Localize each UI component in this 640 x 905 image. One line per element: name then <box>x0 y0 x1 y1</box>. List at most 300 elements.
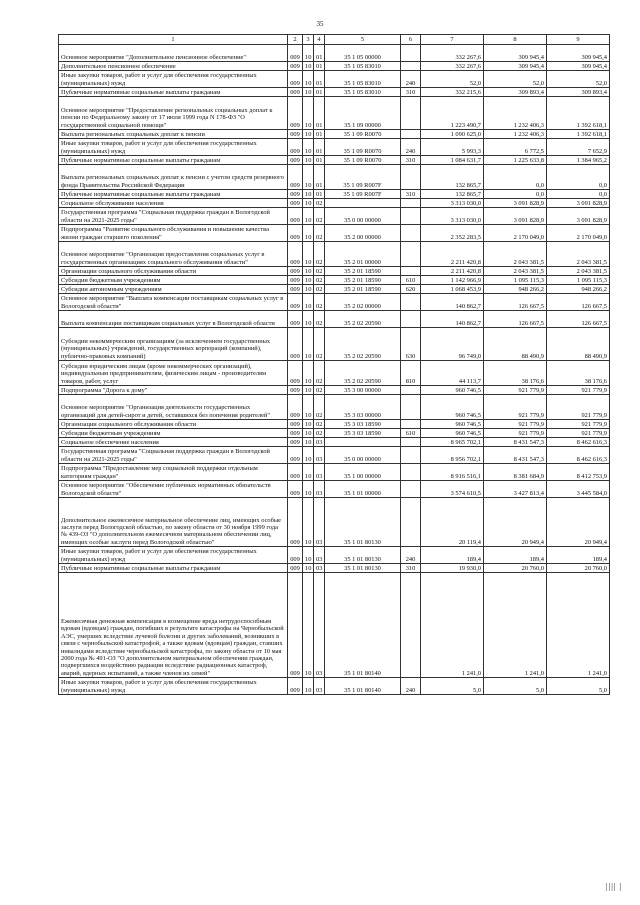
col-8-cell: 921 779,9 <box>484 386 547 395</box>
col-3-cell: 10 <box>303 328 314 361</box>
col-6-cell <box>401 311 421 328</box>
col-6-cell <box>401 165 421 190</box>
row-name-cell: Выплата компенсации поставщикам социальных услуг в Вологодской области <box>59 311 288 328</box>
table-row <box>59 547 610 564</box>
col-2-cell: 009 <box>288 464 303 481</box>
col-2-cell: 009 <box>288 328 303 361</box>
col-3-cell: 10 <box>303 208 314 225</box>
col-5-cell: 35 1 09 00000 <box>325 97 401 130</box>
col-4-cell: 02 <box>314 429 325 438</box>
row-name-cell: Субсидии бюджетным учреждениям <box>59 429 288 438</box>
col-5-cell: 35 1 00 00000 <box>325 464 401 481</box>
col-7-cell: 1 142 966,9 <box>421 276 484 285</box>
col-7-cell: 2 211 420,8 <box>421 267 484 276</box>
col-7-cell: 1 084 631,7 <box>421 156 484 165</box>
row-name-cell: Публичные нормативные социальные выплаты гражданам <box>59 88 288 97</box>
col-5-cell: 35 0 00 00000 <box>325 447 401 464</box>
column-header: 7 <box>421 35 484 45</box>
row-name-cell: Ежемесячная денежная компенсация в возмещение вреда нетрудоспособным вдовам (вдовцам) граждан, погибших в результате катастрофы на Чернобыльской АЭС, умерших вследствие лучевой болезни и других заболеваний, возникших в связи с чернобыльской катастрофой, а также вдовам (вдовцам) граждан, ставших инвалидами вследствие чернобыльской катастрофы, по закону области от 10 мая 2000 года № 491-ОЗ "О дополнительном материальном обеспечении граждан, подвергшихся воздействию радиации вследствие радиационных катастроф, аварий, ядерных испытаний, а также членов их семей" <box>59 573 288 678</box>
row-name-cell: Выплата региональных социальных доплат к пенсии <box>59 130 288 139</box>
col-5-cell: 35 1 01 80140 <box>325 573 401 678</box>
col-4-cell: 02 <box>314 311 325 328</box>
col-8-cell: 1 225 633,8 <box>484 156 547 165</box>
col-3-cell: 10 <box>303 464 314 481</box>
table-row <box>59 139 610 156</box>
row-name-cell: Основное мероприятие "Организация деятельности государственных организаций для детей-сирот и детей, оставшихся без попечения родителей" <box>59 395 288 420</box>
col-9-cell: 126 667,5 <box>547 294 610 311</box>
table-row <box>59 395 610 420</box>
row-name-cell: Организации социального обслуживания области <box>59 267 288 276</box>
col-4-cell: 01 <box>314 165 325 190</box>
col-4-cell: 03 <box>314 481 325 498</box>
col-7-cell: 2 211 420,8 <box>421 242 484 267</box>
table-row <box>59 190 610 199</box>
table-header-row <box>59 35 610 45</box>
table-row <box>59 386 610 395</box>
col-3-cell: 10 <box>303 294 314 311</box>
table-row <box>59 447 610 464</box>
row-name-cell: Подпрограмма "Развитие социального обслуживания и повышение качества жизни граждан старшего поколения" <box>59 225 288 242</box>
budget-table <box>58 34 610 695</box>
col-8-cell: 1 095 115,3 <box>484 276 547 285</box>
col-4-cell: 02 <box>314 361 325 386</box>
col-4-cell: 03 <box>314 573 325 678</box>
col-9-cell: 20 949,4 <box>547 498 610 547</box>
row-name-cell: Основное мероприятие "Организация предоставления социальных услуг в государственных организациях социального обслуживания области" <box>59 242 288 267</box>
col-3-cell: 10 <box>303 386 314 395</box>
col-8-cell: 921 779,9 <box>484 395 547 420</box>
col-4-cell: 01 <box>314 139 325 156</box>
row-name-cell: Субсидии юридическим лицам (кроме некоммерческих организаций), индивидуальным предпринимателям, физическим лицам - производителям товаров, работ, услуг <box>59 361 288 386</box>
col-2-cell: 009 <box>288 361 303 386</box>
col-5-cell: 35 1 05 83010 <box>325 88 401 97</box>
col-7-cell: 960 746,5 <box>421 429 484 438</box>
col-6-cell <box>401 294 421 311</box>
col-3-cell: 10 <box>303 97 314 130</box>
table-row <box>59 276 610 285</box>
col-6-cell <box>401 62 421 71</box>
col-3-cell: 10 <box>303 678 314 695</box>
col-5-cell: 35 1 05 83010 <box>325 71 401 88</box>
table-row <box>59 678 610 695</box>
col-4-cell: 03 <box>314 464 325 481</box>
col-6-cell <box>401 447 421 464</box>
col-8-cell: 20 760,0 <box>484 564 547 573</box>
col-8-cell: 20 949,4 <box>484 498 547 547</box>
col-5-cell: 35 1 01 80130 <box>325 564 401 573</box>
table-row <box>59 294 610 311</box>
row-name-cell: Субсидии некоммерческим организациям (за исключением государственных (муниципальных) учреждений, государственных корпораций (компаний), публично-правовых компаний) <box>59 328 288 361</box>
col-2-cell: 009 <box>288 420 303 429</box>
row-name-cell: Иные закупки товаров, работ и услуг для обеспечения государственных (муниципальных) нужд <box>59 71 288 88</box>
col-2-cell: 009 <box>288 386 303 395</box>
col-9-cell: 20 760,0 <box>547 564 610 573</box>
col-6-cell: 620 <box>401 285 421 294</box>
col-5-cell: 35 2 01 00000 <box>325 242 401 267</box>
col-5-cell: 35 2 02 20590 <box>325 328 401 361</box>
col-8-cell: 921 779,9 <box>484 429 547 438</box>
col-7-cell: 2 352 283,5 <box>421 225 484 242</box>
col-9-cell: 948 266,2 <box>547 285 610 294</box>
col-8-cell: 3 091 828,9 <box>484 208 547 225</box>
col-7-cell: 189,4 <box>421 547 484 564</box>
col-7-cell: 3 313 030,0 <box>421 208 484 225</box>
column-header: 8 <box>484 35 547 45</box>
column-header: 3 <box>303 35 314 45</box>
table-row <box>59 130 610 139</box>
col-7-cell: 3 313 030,0 <box>421 199 484 208</box>
col-4-cell: 03 <box>314 547 325 564</box>
col-8-cell: 309 893,4 <box>484 88 547 97</box>
col-6-cell <box>401 386 421 395</box>
col-4-cell: 03 <box>314 678 325 695</box>
col-7-cell: 332 215,6 <box>421 88 484 97</box>
column-header: 1 <box>59 35 288 45</box>
col-6-cell: 240 <box>401 547 421 564</box>
column-header: 2 <box>288 35 303 45</box>
col-8-cell: 2 043 381,5 <box>484 267 547 276</box>
row-name-cell: Социальное обслуживание населения <box>59 199 288 208</box>
col-3-cell: 10 <box>303 225 314 242</box>
col-3-cell: 10 <box>303 45 314 62</box>
col-8-cell: 189,4 <box>484 547 547 564</box>
col-3-cell: 10 <box>303 88 314 97</box>
col-4-cell: 02 <box>314 328 325 361</box>
col-6-cell <box>401 225 421 242</box>
col-6-cell: 310 <box>401 156 421 165</box>
table-row <box>59 311 610 328</box>
col-3-cell: 10 <box>303 71 314 88</box>
row-name-cell: Иные закупки товаров, работ и услуг для обеспечения государственных (муниципальных) нужд <box>59 678 288 695</box>
col-6-cell: 310 <box>401 88 421 97</box>
col-6-cell <box>401 464 421 481</box>
col-2-cell: 009 <box>288 395 303 420</box>
col-4-cell: 02 <box>314 395 325 420</box>
col-2-cell: 009 <box>288 311 303 328</box>
col-3-cell: 10 <box>303 199 314 208</box>
col-8-cell: 1 232 406,3 <box>484 130 547 139</box>
row-name-cell: Государственная программа "Социальная поддержка граждан в Вологодской области на 2021-2025 годы" <box>59 447 288 464</box>
col-3-cell: 10 <box>303 481 314 498</box>
col-8-cell: 88 490,9 <box>484 328 547 361</box>
col-7-cell: 960 746,5 <box>421 395 484 420</box>
row-name-cell: Организации социального обслуживания области <box>59 420 288 429</box>
col-2-cell: 009 <box>288 62 303 71</box>
col-9-cell: 309 893,4 <box>547 88 610 97</box>
col-9-cell: 309 945,4 <box>547 45 610 62</box>
col-8-cell: 2 043 381,5 <box>484 242 547 267</box>
col-8-cell: 126 667,5 <box>484 311 547 328</box>
col-8-cell: 309 945,4 <box>484 45 547 62</box>
col-5-cell: 35 0 00 00000 <box>325 208 401 225</box>
col-9-cell: 921 779,9 <box>547 395 610 420</box>
col-5-cell: 35 2 01 18590 <box>325 267 401 276</box>
col-4-cell: 01 <box>314 156 325 165</box>
col-6-cell <box>401 97 421 130</box>
col-7-cell: 960 746,5 <box>421 420 484 429</box>
col-5-cell <box>325 438 401 447</box>
col-9-cell: 1 095 115,3 <box>547 276 610 285</box>
col-9-cell: 1 384 965,2 <box>547 156 610 165</box>
table-row <box>59 564 610 573</box>
col-6-cell: 610 <box>401 276 421 285</box>
row-name-cell: Публичные нормативные социальные выплаты гражданам <box>59 190 288 199</box>
col-7-cell: 1 090 625,0 <box>421 130 484 139</box>
col-7-cell: 132 865,7 <box>421 165 484 190</box>
col-5-cell: 35 3 03 18590 <box>325 429 401 438</box>
col-3-cell: 10 <box>303 395 314 420</box>
col-9-cell: 921 779,9 <box>547 386 610 395</box>
column-header: 9 <box>547 35 610 45</box>
col-7-cell: 5,0 <box>421 678 484 695</box>
col-4-cell: 02 <box>314 199 325 208</box>
page-number: 35 <box>316 20 324 28</box>
table-row <box>59 267 610 276</box>
col-4-cell: 01 <box>314 88 325 97</box>
column-header: 4 <box>314 35 325 45</box>
col-4-cell: 03 <box>314 498 325 547</box>
footer-marks: |||| | <box>605 882 622 891</box>
col-4-cell: 02 <box>314 386 325 395</box>
row-name-cell: Государственная программа "Социальная поддержка граждан в Вологодской области на 2021-2025 годы" <box>59 208 288 225</box>
col-7-cell: 20 119,4 <box>421 498 484 547</box>
table-row <box>59 429 610 438</box>
col-6-cell <box>401 573 421 678</box>
table-row <box>59 156 610 165</box>
table-row <box>59 225 610 242</box>
col-6-cell <box>401 438 421 447</box>
col-5-cell: 35 1 09 R0070 <box>325 130 401 139</box>
col-3-cell: 10 <box>303 498 314 547</box>
col-9-cell: 3 091 828,9 <box>547 208 610 225</box>
col-3-cell: 10 <box>303 285 314 294</box>
col-5-cell: 35 2 02 20590 <box>325 311 401 328</box>
col-4-cell: 02 <box>314 225 325 242</box>
col-8-cell: 0,0 <box>484 190 547 199</box>
col-3-cell: 10 <box>303 429 314 438</box>
col-4-cell: 02 <box>314 294 325 311</box>
row-name-cell: Основное мероприятие "Обеспечение публичных нормативных обязательств Вологодской области" <box>59 481 288 498</box>
col-7-cell: 140 862,7 <box>421 311 484 328</box>
row-name-cell: Публичные нормативные социальные выплаты гражданам <box>59 564 288 573</box>
col-2-cell: 009 <box>288 285 303 294</box>
col-6-cell <box>401 267 421 276</box>
col-6-cell: 810 <box>401 361 421 386</box>
col-7-cell: 332 267,6 <box>421 62 484 71</box>
col-7-cell: 8 956 702,1 <box>421 447 484 464</box>
col-8-cell: 3 427 813,4 <box>484 481 547 498</box>
col-5-cell: 35 1 09 R0070 <box>325 156 401 165</box>
col-6-cell <box>401 130 421 139</box>
table-row <box>59 242 610 267</box>
col-8-cell: 0,0 <box>484 165 547 190</box>
col-7-cell: 5 993,3 <box>421 139 484 156</box>
col-9-cell: 2 043 381,5 <box>547 267 610 276</box>
col-6-cell: 630 <box>401 328 421 361</box>
table-row <box>59 199 610 208</box>
col-5-cell: 35 1 09 R007F <box>325 190 401 199</box>
col-6-cell: 310 <box>401 564 421 573</box>
col-9-cell: 5,0 <box>547 678 610 695</box>
col-9-cell: 1 392 618,1 <box>547 130 610 139</box>
col-6-cell <box>401 45 421 62</box>
col-2-cell: 009 <box>288 88 303 97</box>
column-header: 5 <box>325 35 401 45</box>
col-4-cell: 01 <box>314 97 325 130</box>
col-4-cell: 02 <box>314 285 325 294</box>
col-9-cell: 3 445 584,0 <box>547 481 610 498</box>
col-2-cell: 009 <box>288 678 303 695</box>
col-2-cell: 009 <box>288 139 303 156</box>
col-3-cell: 10 <box>303 311 314 328</box>
col-4-cell: 03 <box>314 438 325 447</box>
col-2-cell: 009 <box>288 438 303 447</box>
col-8-cell: 8 431 547,3 <box>484 447 547 464</box>
col-2-cell: 009 <box>288 267 303 276</box>
col-5-cell: 35 3 00 00000 <box>325 386 401 395</box>
row-name-cell: Подпрограмма "Дорога к дому" <box>59 386 288 395</box>
row-name-cell: Субсидии автономным учреждениям <box>59 285 288 294</box>
col-4-cell: 01 <box>314 71 325 88</box>
table-row <box>59 438 610 447</box>
col-9-cell: 8 412 753,9 <box>547 464 610 481</box>
row-name-cell: Основное мероприятие "Дополнительное пенсионное обеспечение" <box>59 45 288 62</box>
col-9-cell: 0,0 <box>547 165 610 190</box>
table-row <box>59 45 610 62</box>
col-2-cell: 009 <box>288 242 303 267</box>
col-3-cell: 10 <box>303 242 314 267</box>
col-3-cell: 10 <box>303 62 314 71</box>
col-9-cell: 1 392 618,1 <box>547 97 610 130</box>
col-2-cell: 009 <box>288 294 303 311</box>
col-9-cell: 126 667,5 <box>547 311 610 328</box>
col-8-cell: 8 431 547,3 <box>484 438 547 447</box>
col-2-cell: 009 <box>288 45 303 62</box>
col-2-cell: 009 <box>288 208 303 225</box>
table-row <box>59 361 610 386</box>
col-2-cell: 009 <box>288 276 303 285</box>
col-8-cell: 2 170 049,0 <box>484 225 547 242</box>
col-6-cell <box>401 420 421 429</box>
col-4-cell: 02 <box>314 276 325 285</box>
col-2-cell: 009 <box>288 130 303 139</box>
col-7-cell: 8 916 516,1 <box>421 464 484 481</box>
col-8-cell: 1 241,0 <box>484 573 547 678</box>
col-5-cell: 35 1 09 R0070 <box>325 139 401 156</box>
col-9-cell: 8 462 616,3 <box>547 447 610 464</box>
col-5-cell <box>325 199 401 208</box>
col-7-cell: 140 862,7 <box>421 294 484 311</box>
col-9-cell: 1 241,0 <box>547 573 610 678</box>
table-row <box>59 88 610 97</box>
col-2-cell: 009 <box>288 190 303 199</box>
col-9-cell: 0,0 <box>547 190 610 199</box>
col-5-cell: 35 2 02 20590 <box>325 361 401 386</box>
col-8-cell: 126 667,5 <box>484 294 547 311</box>
col-3-cell: 10 <box>303 267 314 276</box>
col-9-cell: 2 170 049,0 <box>547 225 610 242</box>
col-5-cell: 35 1 09 R007F <box>325 165 401 190</box>
col-5-cell: 35 2 01 18590 <box>325 285 401 294</box>
col-7-cell: 96 749,0 <box>421 328 484 361</box>
col-5-cell: 35 1 01 80130 <box>325 547 401 564</box>
col-4-cell: 02 <box>314 420 325 429</box>
col-6-cell <box>401 199 421 208</box>
row-name-cell: Иные закупки товаров, работ и услуг для обеспечения государственных (муниципальных) нужд <box>59 547 288 564</box>
col-5-cell: 35 3 03 18590 <box>325 420 401 429</box>
col-5-cell: 35 2 02 00000 <box>325 294 401 311</box>
row-name-cell: Выплата региональных социальных доплат к пенсии с учетом средств резервного фонда Правительства Российской Федерации <box>59 165 288 190</box>
table-row <box>59 573 610 678</box>
col-8-cell: 309 945,4 <box>484 62 547 71</box>
col-8-cell: 38 176,6 <box>484 361 547 386</box>
col-6-cell <box>401 208 421 225</box>
col-9-cell: 7 652,9 <box>547 139 610 156</box>
col-8-cell: 3 091 828,9 <box>484 199 547 208</box>
col-2-cell: 009 <box>288 97 303 130</box>
col-6-cell <box>401 395 421 420</box>
table-row <box>59 498 610 547</box>
col-3-cell: 10 <box>303 276 314 285</box>
row-name-cell: Социальное обеспечение населения <box>59 438 288 447</box>
table-row <box>59 71 610 88</box>
col-4-cell: 01 <box>314 130 325 139</box>
col-3-cell: 10 <box>303 438 314 447</box>
row-name-cell: Дополнительное ежемесячное материальное обеспечение лиц, имеющих особые заслуги перед Вологодской областью, по закону области от 30 ноября 1999 года № 439-ОЗ "О дополнительном ежемесячном материальном обеспечении лиц, имеющих особые заслуги перед Вологодской областью" <box>59 498 288 547</box>
col-3-cell: 10 <box>303 420 314 429</box>
col-7-cell: 44 113,7 <box>421 361 484 386</box>
col-6-cell: 610 <box>401 429 421 438</box>
row-name-cell: Основное мероприятие "Выплата компенсации поставщикам социальных услуг в Вологодской области" <box>59 294 288 311</box>
col-7-cell: 332 267,6 <box>421 45 484 62</box>
row-name-cell: Основное мероприятие "Предоставление региональных социальных доплат к пенсии по Федеральному закону от 17 июля 1999 года N 178-ФЗ "О государственной социальной помощи" <box>59 97 288 130</box>
column-header: 6 <box>401 35 421 45</box>
table-row <box>59 481 610 498</box>
col-6-cell: 240 <box>401 71 421 88</box>
row-name-cell: Субсидии бюджетным учреждениям <box>59 276 288 285</box>
col-9-cell: 921 779,9 <box>547 429 610 438</box>
col-6-cell: 240 <box>401 678 421 695</box>
col-8-cell: 52,0 <box>484 71 547 88</box>
col-8-cell: 921 779,9 <box>484 420 547 429</box>
col-5-cell: 35 3 03 00000 <box>325 395 401 420</box>
col-4-cell: 02 <box>314 267 325 276</box>
col-9-cell: 88 490,9 <box>547 328 610 361</box>
col-9-cell: 52,0 <box>547 71 610 88</box>
col-3-cell: 10 <box>303 139 314 156</box>
col-8-cell: 8 381 684,9 <box>484 464 547 481</box>
col-7-cell: 960 746,5 <box>421 386 484 395</box>
col-2-cell: 009 <box>288 199 303 208</box>
col-9-cell: 2 043 381,5 <box>547 242 610 267</box>
col-8-cell: 6 772,5 <box>484 139 547 156</box>
row-name-cell: Подпрограмма "Предоставление мер социальной поддержки отдельным категориям граждан" <box>59 464 288 481</box>
col-5-cell: 35 1 01 80140 <box>325 678 401 695</box>
col-2-cell: 009 <box>288 573 303 678</box>
col-6-cell: 310 <box>401 190 421 199</box>
table-row <box>59 62 610 71</box>
col-2-cell: 009 <box>288 564 303 573</box>
col-8-cell: 948 266,2 <box>484 285 547 294</box>
col-2-cell: 009 <box>288 225 303 242</box>
table-row <box>59 285 610 294</box>
col-9-cell: 309 945,4 <box>547 62 610 71</box>
col-3-cell: 10 <box>303 130 314 139</box>
col-2-cell: 009 <box>288 165 303 190</box>
col-6-cell: 240 <box>401 139 421 156</box>
col-5-cell: 35 2 01 18590 <box>325 276 401 285</box>
col-7-cell: 52,0 <box>421 71 484 88</box>
